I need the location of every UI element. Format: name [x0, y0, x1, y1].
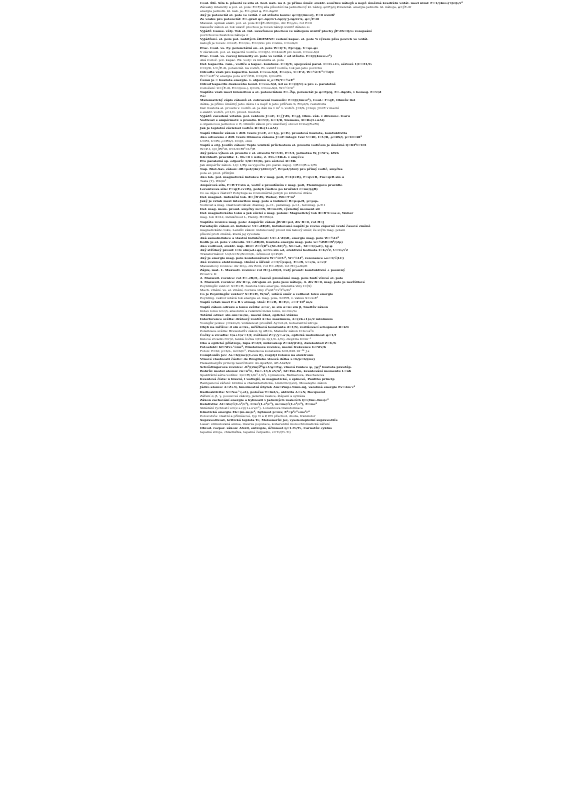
text-line: Pro paralelní sp. odporů: 1/R=Σ1/Rᵢ, pro sériové R=ΣRᵢ — [200, 158, 297, 163]
text-line: délka, je přímo úměrný jeho délce l a nepř. k jeho průřezu S, R=ρl/S, rezistivita — [200, 102, 327, 107]
text-line: W=P·t, Q=∫RI²dt, P=UI=RI²=U²/R — [200, 146, 256, 151]
text-line: Zápis, mat. 1. Maxwell. rovnice: rot H=j+∂D/∂t, Celý proud: konduktivní + posuvný — [200, 268, 345, 273]
text-line: Napiš zákon odrazu a lomu světla: α=α′, n₁ sin α=n₂ sin β, Snellův zákon — [200, 304, 328, 309]
text-line: Schrödingerova rovnice: -ħ²/(2m)∇²ψ+Uψ=Eψ, vlnová funkce ψ, |ψ|² hustota pravděp. — [200, 365, 352, 370]
text-line: Jaký je vztah mezi intenzitou mag. pole a indukcí: B=μ₀μᵣH, μ=μ₀μᵣ — [200, 199, 319, 204]
text-line: mag. tok Φ=LI, indukčnost L, Henry, H=Wb/A — [200, 215, 274, 220]
text-line: V závislosti. pol. el. kapacitě vodiče. C=Q/U, C=4πε₀R pro kouli, C=ε₀εᵣS/d — [200, 49, 319, 54]
text-line: energie jednotk. kl. nab. je, E=-grad φ, E=-dφ/dr — [200, 9, 279, 14]
text-line: Napiš Ohmův zákon v diff. tvaru j=σE, σ=1/ρ, p=IU, proudová hustota, konduktivita — [200, 130, 348, 135]
text-line: Prac. Coul. vs. rozvoj intenzity el. pole vs vzdál. r od středu. E=Q/(4πε₀εᵣr²) — [200, 53, 332, 58]
text-line: Rentgenové záření: brzdné a charakteristické, λmin=hc/(eU), Moseleyho zákon — [200, 381, 327, 386]
text-line: Napište rovnice mag. pole: Ampérův zákon ∮B·dl=μ₀I, div B=0, rot H=j — [200, 219, 325, 224]
text-line: Ako odvozeno z diff. tvaru Ohmova zákona J=σE integr. tvar U=RI, I=U/R, ρ=RS/l, p=UI=RI² — [200, 134, 362, 139]
text-line: Index lomu n=c/v, absolutní a relativní index lomu, n₂₁=n₂/n₁ — [200, 308, 297, 313]
text-line: Napiš a obj. Joulův zákon: Teplo vzniklé průchodem el. proudu vodičem je úměrné Q=RI²t=UIt — [200, 142, 367, 147]
text-line: Kinetická energie Ek=(m-m₀)c², hybnost p=mv, E²=p²c²+m₀²c⁴ — [200, 409, 310, 414]
text-line: Ohyb na mřížce: d sin α=kλ, mřížková konstanta d=1/N, rozlišovací schopnost R=kN — [200, 324, 349, 329]
text-line: Jádro atomu: A=Z+N, hmotnostní úbytek Δm=Zmp+Nmn-mj, vazebná energie Ev=Δm·c² — [200, 385, 356, 390]
text-line: Gaussův zákon el. tok uzavř. plochou je roven náboji uvnitř děleno ε₀ — [200, 25, 310, 30]
text-line: Napište vzah mezi intenzitou a el. potenciálem E=-∇φ, potenciál je φ=Ep/q, E=-dφ/dx, v homog. E=U/d — [200, 90, 382, 95]
text-line: tepelné stroje, chladnička, tepelné čerpadlo, ε=T₂/(T₁-T₂) — [200, 429, 291, 434]
text-line: Totální odraz: sin αm=n₂/n₁, mezní úhel, optické vlákno — [200, 312, 299, 317]
text-line: Def. hustota el. proudu v. vodiči. el. je dán na 1 m² v. vodiči. J=I/S, j=nqv, J=σE v mezní — [200, 106, 339, 111]
text-line: Kolik je el. pole v obvodu. Ui=-dΦ/dt, hustota energie mag. pole w=½BH=B²/(2μ) — [200, 239, 343, 244]
text-line: Čočky a zrcadla: 1/a+1/a′=1/f, zvětšení Z=y′/y=-a′/a, optická mohutnost φ=1/f — [200, 332, 336, 337]
text-line: Kirchhoff. pravidla: 1. ΣIₖ=0 v uzlu, 2. ΣUₖ=ΣRₖIₖ v smyčce — [200, 154, 304, 159]
text-line: Def. kapacita. ram., vodiče a kapac. kondenz. C=Q/U, spojování paral. C=C₁+C₂, sériové 1/C=Σ1/Cᵢ — [200, 61, 372, 66]
text-line: 3. Maxwell. rovnice: div D=ρ, zdrojem el. pole jsou náboje, 4. div B=0, mag. pole je nezřídlové — [200, 280, 365, 285]
text-line: Supravodivost, kritická teplota Tc, Meissnerův jev, vysokoteplotní supravodiče — [200, 417, 338, 422]
text-line: Foton: E=hf, p=h/λ, m=hf/c², Planckova konstanta h=6,626·10⁻³⁴ J·s — [200, 349, 310, 354]
text-line: Kvantová čísla: n hlavní, l vedlejší, m magnetické, s spinové, Pauliho princip — [200, 377, 335, 382]
text-line: pole el. prod. přímým — [200, 170, 235, 175]
text-line: povrchovou hustotou náboje σ — [200, 33, 249, 38]
text-line: Co se děje s částicí? Pohybuje se rovnoměrně pohyb po kruhové dráze — [200, 191, 312, 196]
text-line: Poynting. vektor udává tok energie el. mag. pole, S=EH, v. vakuu S=cε₀E² — [200, 296, 319, 301]
text-line: Matematický zápis zákonů el. zobrazení Gaussův: E=Q/(4πε₀r²), Coul.: F=qE, Ohmův list — [200, 98, 356, 103]
text-line: Youngův pokus: y=kλL/d, vzdálenost proužků Δy=λL/d, koherentní zdroje — [200, 320, 318, 325]
text-line: Tesla (T), Wb/m² — [200, 179, 227, 184]
text-line: Ze vzahu pro potenciál: E=-grad φ=-∂φ/∂x·i-∂φ/∂y·j-∂φ/∂z·k, φ=∫E·dl — [200, 17, 319, 22]
text-line: Ako lok. pol. magnetické indukce B v mag. poli, F=I(l×B), F=qv×B, Fm=qvB sin α — [200, 175, 345, 180]
text-line: Interference světla: dráhový rozdíl Δ=kλ maximum, Δ=(2k+1)λ/2 minimum — [200, 316, 333, 321]
text-line: Def. magnetického toku a jak súvisí s mag. polem: Magnetický tok Φ=B·S·cos α, Weber — [200, 211, 354, 216]
text-line: Kulové zrcadlo f=r/2, tenká čočka 1/f=(n-1)(1/r₁-1/r₂), dioptrie D=m⁻¹ — [200, 336, 312, 341]
text-line: Ampérová síla, F=B·I·l·sin α, vodič s prouděním v mag. poli, Flemingovo pravidlo — [200, 183, 343, 188]
text-line: Jak Ampérův zákon. I,Q: 1/Rp se vypočte pro paral. zapoj. 1/R=1/R₁+1/R₂ — [200, 162, 317, 167]
text-line: Faradayův zákon el. indukce: Ui=-dΦ/dt, indukované napětí je rovno záporně vzaté časové změně — [200, 223, 371, 228]
text-line: Oko a optické přístroje, lupa Z=d/f, mikroskop Z=Δd/(f₁f₂), dalekohled Z=f₁/f₂ — [200, 340, 337, 345]
text-line: Relativita: Δt=Δt₀/√(1-v²/c²), l=l₀√(1-v²/c²), m=m₀/√(1-v²/c²), E=mc² — [200, 401, 318, 406]
text-line: Ako vodivost, elektr. nap. RLC: Z=√(R²+(XL-XC)²), XL=ωL, XC=1/(ωC), tg φ — [200, 243, 333, 248]
text-line: Comptonův jev: Δλ=h/(mc)(1-cos θ), rozptyl fotonu na elektronu — [200, 353, 314, 358]
text-line: Aký střídavý proud: i=I₀ sin(ωt+φ), u=U₀ sin ωt, efektivní hodnota I=I₀/√2, U=U₀/√2 — [200, 247, 348, 252]
text-line: Čemu je = hustota energie. v. objemu w_e=W/V=½εE² — [200, 77, 295, 82]
text-line: Bohrův model atomu: rn=n²r₁, En=-13,6 eV/n², hf=Em-En, kvantování momentu L=nħ — [200, 369, 352, 374]
text-line: Proud v. D — [200, 272, 217, 277]
document-page — [200, 0, 463, 795]
text-line: Lorentzova síla: F=q(E+v×B), pohyb částice po kružnici r=mv/(qB) — [200, 187, 318, 192]
text-line: s elektr. vodiči, ρ=1/σ. proud. hustota — [200, 110, 261, 115]
text-line: Záření α, β, γ, posuvové zákony, jaderné reakce, štěpení a syntéza — [200, 393, 306, 398]
text-line: C=Q/U, U=∫E·dl, potenciál. na vodiči, Ei. uvnitř vodiče, tok jen jeho povrchu — [200, 65, 323, 70]
text-line: Prac. Coul. vs. Ey. potenciální en. el. pole W=Q·U, Ep=qφ, U=φ₁-φ₂ — [200, 45, 318, 50]
text-line: Skládání rychlostí u=(u′+v)/(1+u′v/c²), Lorentzova transformace — [200, 405, 303, 410]
text-line: Heisenbergův princip neurčitosti: Δx·Δp≥ħ/2, ΔE·Δt≥ħ/2 — [200, 361, 291, 366]
text-line: Coul. Řiš. Síla k. působí vs sila el. bod. nab. na 2. je přímo úměr. elektr. součinu nábojů a nepř. úměrná kvadrátu vzdál. mezi nimi: F=1/(4πε₀)·Q₁Q₂/r² — [200, 1, 463, 5]
text-line: Fotoefekt: hf=Wv+½mv², Einsteinova rovnice, mezní frekvence f₀=Wv/h — [200, 344, 327, 349]
text-line: Poyntingův vektor: S=E×H, hustota toku energie, intenzita vlny I=⟨S⟩ — [200, 284, 312, 289]
text-line: Co je Poyntingův vektor? S=E×H, W/m², udává směr a velikost toku energie — [200, 292, 334, 297]
text-line: Def. magnet. indukční tok. Φ=∫B·dS, Weber, Wb=T·m² — [200, 195, 296, 200]
text-line: Ráz — [200, 94, 206, 99]
text-line: Mech. vlnění. vs. el. vlnění, rovnice vlny ∂²u/∂t²=v²∂²u/∂x² — [200, 288, 292, 293]
text-line: Radioaktivita: N=N₀e^(-λt), poločas T=ln2/λ, aktivita A=λN, Becquerel — [200, 389, 326, 394]
text-lines — [200, 0, 463, 434]
text-line: Jak je teplotní závislost vodiče R=R₀(1+αΔt) — [200, 126, 278, 131]
text-line: s objemovou jednotou v. E, Ohmův zákon pro uzavřený obvod I=Ue/(R+Ri) — [200, 122, 319, 127]
text-line: 2. Maxwell. rovnice: rot E=-∂B/∂t, časově proměnné mag. pole budí vírové el. pole — [200, 276, 344, 281]
text-line: Aká samoindukce a vlastní indukčnost: Ui=-L·dI/dt, energie mag. pole W=½LI² — [200, 235, 339, 240]
text-line: nabojů je roven: σ=ε₀E, E=σ/ε₀, E=σ/2ε₀ pro rovinu, C=ε₀S/d — [200, 41, 298, 46]
text-line: Aké rovnice elektromag. vlnění a šíření: c=1/√(ε₀μ₀), E=cB, v=c/n, λ=c/f — [200, 260, 327, 264]
text-line: Vyjádř. Gauss. věty. Tok el. int. uzavřenou plochou vs nábojem uvnitř plochy ∮E·dS=Q/ε₀ rozepsání — [200, 29, 372, 34]
text-line: Zákon zachování energie a hybnosti v jaderných reakcích Q=(Σm₁-Σm₂)c² — [200, 397, 329, 402]
text-line: Odvoďte vzah pro kapacitu. kond. C=ε₀εᵣS/d, E=σ/ε₀, U=E·d, W=½CU²=½QU — [200, 69, 335, 74]
text-line: Maxwellovy rovnice: div D=ρ, div B=0, rot E=-∂B/∂t, rot H=j+∂D/∂t — [200, 264, 308, 269]
text-line: Aký je potenciál el. pole ve vzdál. r od středu koule: φ=Q/(4πε₀r), E=0 uvnitř — [200, 13, 335, 18]
text-line: Laser: stimulovaná emise, inverze populace, koherentní monochromatické záření — [200, 421, 330, 426]
text-line: Def. mag. mom. proud. smyčky m=IS, M=m×B, výsledný moment sil — [200, 207, 320, 212]
text-line: Nap. Biot-Sav. zákon: dB=μ₀I/(4π)·(dl×r)/r³, B=μ₀I/(2πr) pro přímý vodič, smyčka — [200, 166, 343, 171]
text-line: Transformátor: U₁/U₂=N₁/N₂=I₂/I₁, účinnost η=P₂/P₁ — [200, 251, 284, 256]
text-line: Maxwel. spinak elekt. pot. el. pole Φ=∮E·dS=Q/ε₀, div E=ρ/ε₀, rot E=0 — [200, 21, 313, 26]
text-line: Vlnové vlastnosti částic: de Broglieho vlnová délka λ=h/p=h/(mv) — [200, 357, 316, 362]
text-line: působí proti změně, která jej vyvolala — [200, 231, 260, 236]
text-line: Vodivost a mag. vlastnosti látek: diamag. μᵣ<1, paramag. μᵣ>1, feromag. μᵣ≫1 — [200, 203, 326, 208]
text-line: Polarizace světla: Brewsterův zákon tg αB=n, Malusův zákon I=I₀cos²α — [200, 328, 314, 333]
text-line: W=½ε₀E²·V, energie pole w=½ED, C=Q/U, Q=ε₀ES — [200, 73, 282, 78]
text-line: U=RI, U=Rl, ρ=RS/l, I=Q/t, ohm — [200, 138, 253, 143]
text-line: Polovodiče: vlastní a příměsové, typ N a P, PN přechod, dioda, tranzistor — [200, 413, 316, 418]
text-line: Spektrální série vodíku: 1/λ=R(1/m²-1/n²), Lymanova, Balmerova, Paschenova — [200, 373, 325, 378]
text-line: Vyjádření. el. pole pol. nabitých ěRiEMNE: vedení kapac. el. pole % výrazu přes povrch ve vzdál. — [200, 37, 369, 42]
text-line: Odvoď kapacitu deskového kond. C=ε₀εᵣS/d, kd se C=(Q/U) a pro εᵣ paralelně — [200, 81, 336, 86]
text-line: Vyjádř. zavedení vztahu. pol. vektoru J=σE, I=∫J·dS, E=ρJ, Ohm. zák. v diferenc. tvaru — [200, 114, 350, 119]
text-line: Aká rozlož. pot. kapac. Ek. vody: vs intenzita el. pole — [200, 57, 284, 62]
text-line: Napiš vztah mezi E a B v elmag. vlně: E=cB, B=E/c, c=3·10⁸ m/s — [200, 300, 313, 305]
text-line: Závesky intenzity a pot. el. pole: E=F/q síla působící na jednotkový kl. náboj, φ=Ep/q Potenciál. energie jednotk. kl. náboje, φ=∫E·dr — [200, 5, 412, 10]
text-line: Vodivost s ampérmetr. s proudu. R=U/I, G=1/R, Siemens, R=R₀(1+αΔt) — [200, 118, 325, 123]
text-line: rozložení: U=∫E·dl, E=σ/(ε₀εᵣ), Q=σS, C=ε₀εᵣS/d, W=½CU² — [200, 85, 295, 90]
text-line: magnetického toku, Lenzův zákon: indukovaný proud má takový směr, že svým mag. polem — [200, 227, 346, 232]
text-line: Aký práce výkon el. proudu v el. obvodu W=UIt, P=UI, jednotka W, J=W·s, kWh — [200, 150, 339, 155]
text-line: Aký je energie mag. pole kondenzátoru W=½CU², W=½LI², rezonance ω₀=1/√(LC) — [200, 255, 345, 260]
text-line: Obvod. rozpor. zákon: ΔS≥0, entropie, účinnost η=1-T₂/T₁, Carnotův cyklus — [200, 425, 332, 430]
